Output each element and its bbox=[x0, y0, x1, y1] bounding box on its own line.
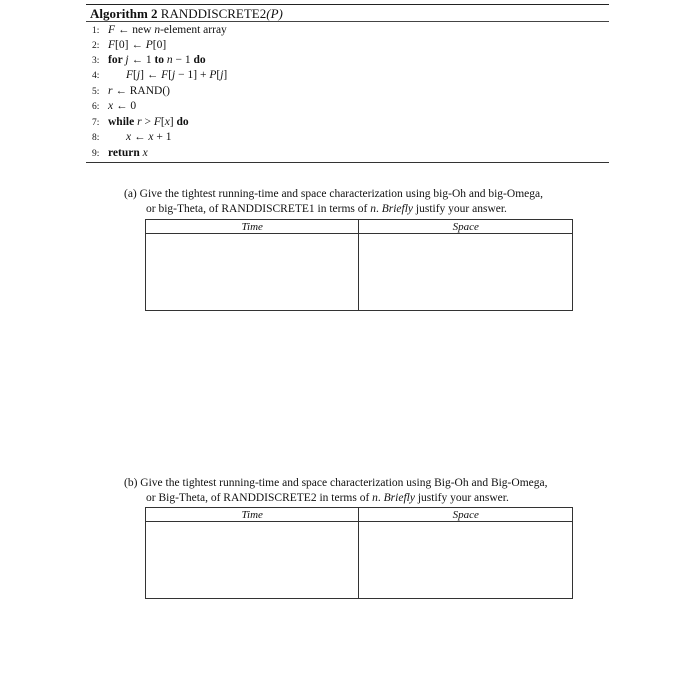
question-b-algorithm-name: RANDDISCRETE2 bbox=[223, 492, 317, 504]
code-token: F bbox=[108, 39, 116, 51]
answer-table-a bbox=[145, 219, 573, 311]
code-token: P bbox=[145, 39, 153, 51]
code-token: x bbox=[148, 131, 154, 143]
code-token: x bbox=[164, 116, 170, 128]
code-token: j bbox=[136, 69, 141, 81]
code-token: r bbox=[108, 85, 113, 97]
algorithm-line bbox=[92, 84, 170, 99]
algorithm-line bbox=[92, 53, 206, 68]
code-token: n bbox=[166, 54, 173, 66]
code-token: [0] bbox=[152, 39, 167, 51]
question-a-label: (a) bbox=[124, 188, 137, 200]
code-token: + 1 bbox=[153, 131, 172, 143]
question-b-text2-pre: or Big-Theta, of bbox=[146, 492, 224, 504]
algorithm-name: RANDDISCRETE2 bbox=[160, 6, 267, 21]
code-token: P bbox=[209, 69, 217, 81]
code-token: -element array bbox=[160, 24, 227, 36]
question-a-algorithm-name: RANDDISCRETE1 bbox=[221, 203, 315, 215]
line-number: 9: bbox=[92, 149, 100, 159]
algorithm-line bbox=[92, 99, 136, 114]
code-token: ] bbox=[169, 116, 177, 128]
line-number: 5: bbox=[92, 87, 100, 97]
algorithm-top-rule bbox=[86, 4, 609, 5]
space-column-header: Space bbox=[359, 220, 573, 234]
code-token: x bbox=[142, 147, 148, 159]
algorithm-line bbox=[92, 38, 166, 53]
code-token: RAND bbox=[129, 85, 163, 97]
code-token: return bbox=[108, 147, 143, 159]
code-token: ← bbox=[131, 131, 149, 143]
code-token: > bbox=[141, 116, 154, 128]
code-token: [ bbox=[216, 69, 221, 81]
question-b-emphasis: Briefly bbox=[383, 492, 415, 504]
time-column-header: Time bbox=[146, 220, 359, 234]
code-token: ] bbox=[223, 69, 228, 81]
code-token: j bbox=[125, 54, 129, 66]
code-token: − 1] + bbox=[175, 69, 210, 81]
code-token: while bbox=[108, 116, 138, 128]
code-token: [ bbox=[160, 116, 165, 128]
question-b-text2-post: justify your answer. bbox=[414, 492, 509, 504]
question-a-text1: Give the tightest running-time and space characterization using big-Oh and big-Omega, bbox=[139, 188, 543, 200]
question-a-emphasis: Briefly bbox=[381, 203, 414, 215]
line-number: 6: bbox=[92, 102, 100, 112]
question-b-text1: Give the tightest running-time and space characterization using Big-Oh and Big-Omega, bbox=[140, 477, 548, 489]
question-a-text2-post: justify your answer. bbox=[413, 203, 507, 215]
code-token: ← bbox=[112, 85, 130, 97]
code-token: F bbox=[161, 69, 169, 81]
algorithm-line bbox=[92, 23, 227, 38]
code-token: j bbox=[220, 69, 224, 81]
code-token: [ bbox=[133, 69, 137, 81]
question-b-text2-mid: in terms of bbox=[316, 492, 373, 504]
code-token: ← 1 bbox=[128, 54, 155, 66]
algorithm-header-rule bbox=[86, 21, 609, 22]
answer-table-b bbox=[145, 507, 573, 599]
algorithm-line bbox=[92, 146, 148, 161]
code-token: [ bbox=[168, 69, 173, 81]
code-token: [0] ← bbox=[115, 39, 146, 51]
line-number: 1: bbox=[92, 26, 100, 36]
algorithm-line bbox=[92, 130, 171, 145]
code-token: ← 0 bbox=[113, 100, 137, 112]
question-a-period: . bbox=[375, 203, 382, 215]
code-token: ] ← bbox=[140, 69, 162, 81]
code-token: do bbox=[193, 54, 206, 66]
algorithm-bottom-rule bbox=[86, 162, 609, 163]
code-token: x bbox=[126, 131, 132, 143]
question-b-line1 bbox=[124, 476, 547, 490]
question-b-line2 bbox=[146, 491, 509, 505]
algorithm-line bbox=[92, 115, 189, 130]
algorithm-title bbox=[90, 6, 283, 21]
question-a-variable: n bbox=[370, 203, 376, 215]
question-a-text2-pre: or big-Theta, of bbox=[146, 203, 222, 215]
time-column-header: Time bbox=[146, 508, 359, 522]
code-token: − 1 bbox=[172, 54, 194, 66]
code-token: F bbox=[153, 116, 161, 128]
code-token: r bbox=[137, 116, 142, 128]
line-number: 7: bbox=[92, 118, 100, 128]
question-a-line1 bbox=[124, 187, 543, 201]
algorithm-line bbox=[92, 68, 227, 83]
line-number: 8: bbox=[92, 133, 100, 143]
space-column-header: Space bbox=[359, 508, 573, 522]
code-token: () bbox=[162, 85, 170, 97]
code-token: j bbox=[172, 69, 176, 81]
code-token: do bbox=[176, 116, 189, 128]
code-token: x bbox=[108, 100, 114, 112]
line-number: 3: bbox=[92, 56, 100, 66]
code-token: ← new bbox=[115, 24, 155, 36]
code-token: for bbox=[108, 54, 126, 66]
code-token: n bbox=[154, 24, 161, 36]
time-answer-cell[interactable] bbox=[146, 522, 359, 599]
time-answer-cell[interactable] bbox=[146, 234, 359, 311]
code-token: F bbox=[126, 69, 134, 81]
question-b-label: (b) bbox=[124, 477, 138, 489]
line-number: 4: bbox=[92, 71, 100, 81]
question-a-line2 bbox=[146, 202, 507, 216]
line-number: 2: bbox=[92, 41, 100, 51]
algorithm-param: (P) bbox=[266, 6, 283, 21]
code-token: to bbox=[154, 54, 167, 66]
question-b-period: . bbox=[377, 492, 384, 504]
space-answer-cell[interactable] bbox=[359, 522, 573, 599]
question-b-variable: n bbox=[372, 492, 378, 504]
space-answer-cell[interactable] bbox=[359, 234, 573, 311]
code-token: F bbox=[108, 24, 116, 36]
question-a-text2-mid: in terms of bbox=[314, 203, 371, 215]
algorithm-label: Algorithm 2 bbox=[90, 6, 158, 21]
